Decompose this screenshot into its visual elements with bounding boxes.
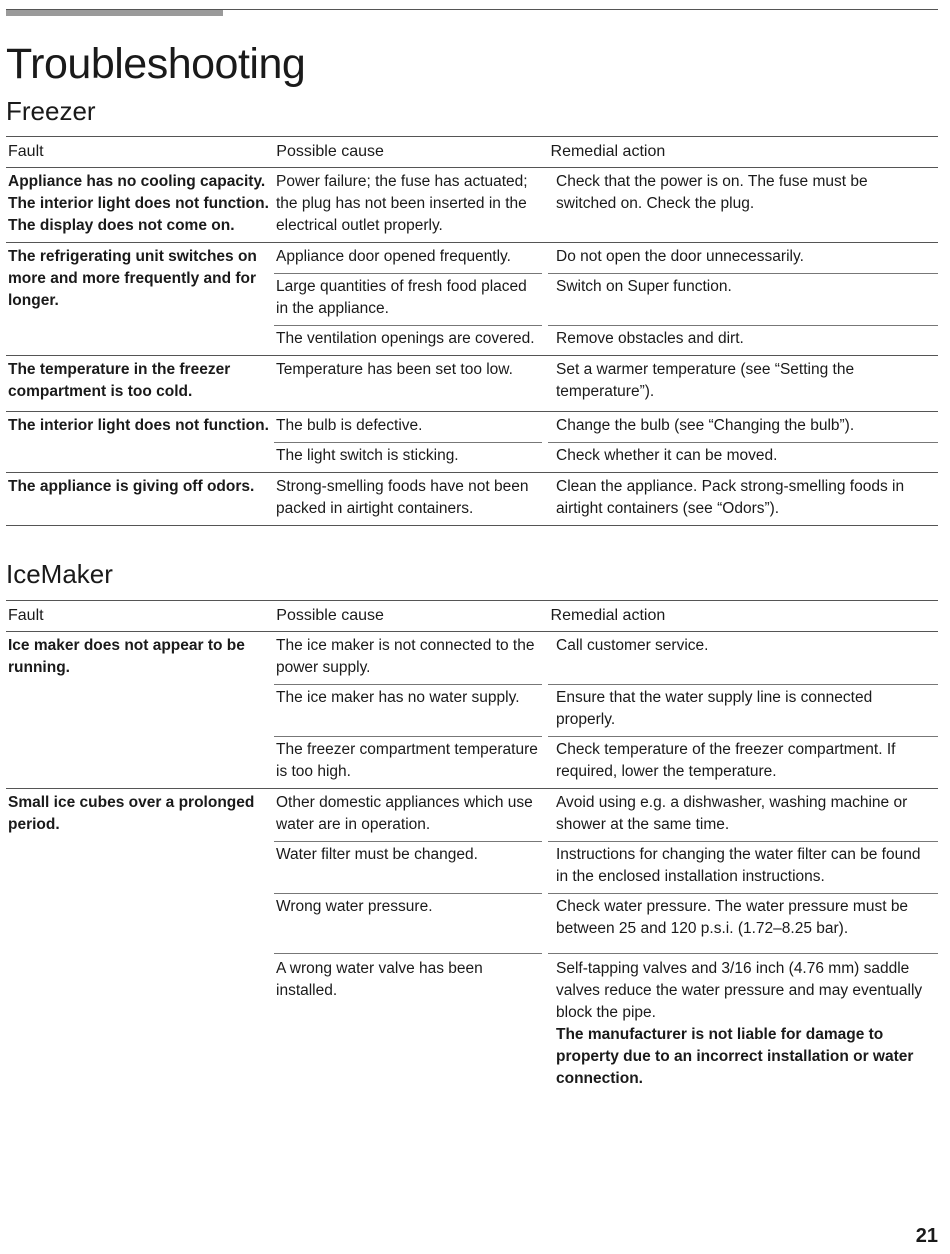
action-text: Self-tapping valves and 3/16 inch (4.76 mm) saddle valves reduce the water pressure and may eventually block the pipe. <box>556 960 923 1021</box>
fault-text: The refrigerating unit switches on more and more frequently and for longer. <box>8 248 257 309</box>
action-cell <box>548 953 938 1095</box>
action-text: Clean the appliance. Pack strong-smelling foods in airtight containers (see “Odors”). <box>548 473 938 525</box>
cause-text: The ice maker is not connected to the power supply. <box>276 637 535 676</box>
header-fault: Fault <box>8 607 44 624</box>
header-cause: Possible cause <box>276 607 384 624</box>
fault-group <box>6 632 938 789</box>
cause-text: A wrong water valve has been installed. <box>276 960 483 999</box>
fault-text: The temperature in the freezer compartment is too cold. <box>8 361 231 400</box>
liability-warning: The manufacturer is not liable for damage to property due to an incorrect installation or water connection. <box>556 1026 914 1087</box>
fault-text: The appliance is giving off odors. <box>8 478 255 495</box>
table-row <box>274 789 938 841</box>
cause-text: Appliance door opened frequently. <box>276 248 511 265</box>
table-row <box>274 632 938 684</box>
cause-text: The light switch is sticking. <box>276 447 459 464</box>
action-text: Call customer service. <box>548 632 938 684</box>
fault-text: Small ice cubes over a prolonged period. <box>8 794 255 833</box>
fault-text: The interior light does not function. <box>8 417 269 434</box>
section-heading-freezer: Freezer <box>6 96 96 126</box>
fault-text: Ice maker does not appear to be running. <box>8 637 245 676</box>
cause-text: Large quantities of fresh food placed in the appliance. <box>276 278 527 317</box>
top-rule <box>6 9 938 10</box>
table-header <box>6 137 938 168</box>
cause-text: The ice maker has no water supply. <box>276 689 520 706</box>
header-fault: Fault <box>8 143 44 160</box>
table-row <box>274 684 938 736</box>
table-row <box>274 273 938 325</box>
action-text: Switch on Super function. <box>548 273 938 325</box>
page-number: 21 <box>915 1225 938 1247</box>
header-action: Remedial action <box>550 607 666 624</box>
table-row <box>274 736 938 788</box>
fault-group <box>6 412 938 473</box>
cause-text: The bulb is defective. <box>276 417 423 434</box>
table-row <box>274 893 938 953</box>
cause-text: The ventilation openings are covered. <box>276 330 535 347</box>
action-text: Avoid using e.g. a dishwasher, washing machine or shower at the same time. <box>548 789 938 841</box>
cause-text: The freezer compartment temperature is too high. <box>276 741 538 780</box>
action-text: Check temperature of the freezer compartment. If required, lower the temperature. <box>548 736 938 788</box>
table-row <box>274 356 938 408</box>
action-text: Check whether it can be moved. <box>548 442 938 472</box>
page-title: Troubleshooting <box>6 40 306 88</box>
table-row <box>274 168 938 242</box>
action-text: Change the bulb (see “Changing the bulb”). <box>548 412 938 442</box>
fault-group <box>6 168 938 243</box>
cause-text: Strong-smelling foods have not been packed in airtight containers. <box>276 478 529 517</box>
top-accent-bar <box>6 9 223 16</box>
table-row <box>274 243 938 273</box>
freezer-table <box>6 136 938 526</box>
cause-text: Temperature has been set too low. <box>276 361 513 378</box>
action-text: Remove obstacles and dirt. <box>548 325 938 355</box>
cause-text: Power failure; the fuse has actuated; the plug has not been inserted in the electrical outlet properly. <box>276 173 528 234</box>
action-text: Check water pressure. The water pressure must be between 25 and 120 p.s.i. (1.72–8.25 bar). <box>548 893 938 953</box>
table-row <box>274 412 938 442</box>
fault-group <box>6 243 938 356</box>
cause-text: Water filter must be changed. <box>276 846 478 863</box>
action-text: Set a warmer temperature (see “Setting the temperature”). <box>548 356 938 408</box>
icemaker-table <box>6 600 938 1095</box>
action-text: Do not open the door unnecessarily. <box>548 243 938 273</box>
table-row <box>274 841 938 893</box>
action-text: Instructions for changing the water filter can be found in the enclosed installation instructions. <box>548 841 938 893</box>
table-header <box>6 601 938 632</box>
fault-group <box>6 789 938 1095</box>
header-cause: Possible cause <box>276 143 384 160</box>
header-action: Remedial action <box>550 143 666 160</box>
table-row <box>274 473 938 525</box>
cause-text: Wrong water pressure. <box>276 898 433 915</box>
table-row <box>274 442 938 472</box>
table-row <box>274 325 938 355</box>
fault-text: Appliance has no cooling capacity. The interior light does not function. The display does not come on. <box>8 173 269 234</box>
section-heading-icemaker: IceMaker <box>6 559 113 589</box>
fault-group <box>6 473 938 526</box>
action-text: Ensure that the water supply line is connected properly. <box>548 684 938 736</box>
fault-group <box>6 356 938 412</box>
cause-text: Other domestic appliances which use water are in operation. <box>276 794 533 833</box>
table-row <box>274 953 938 1095</box>
action-text: Check that the power is on. The fuse must be switched on. Check the plug. <box>548 168 938 242</box>
